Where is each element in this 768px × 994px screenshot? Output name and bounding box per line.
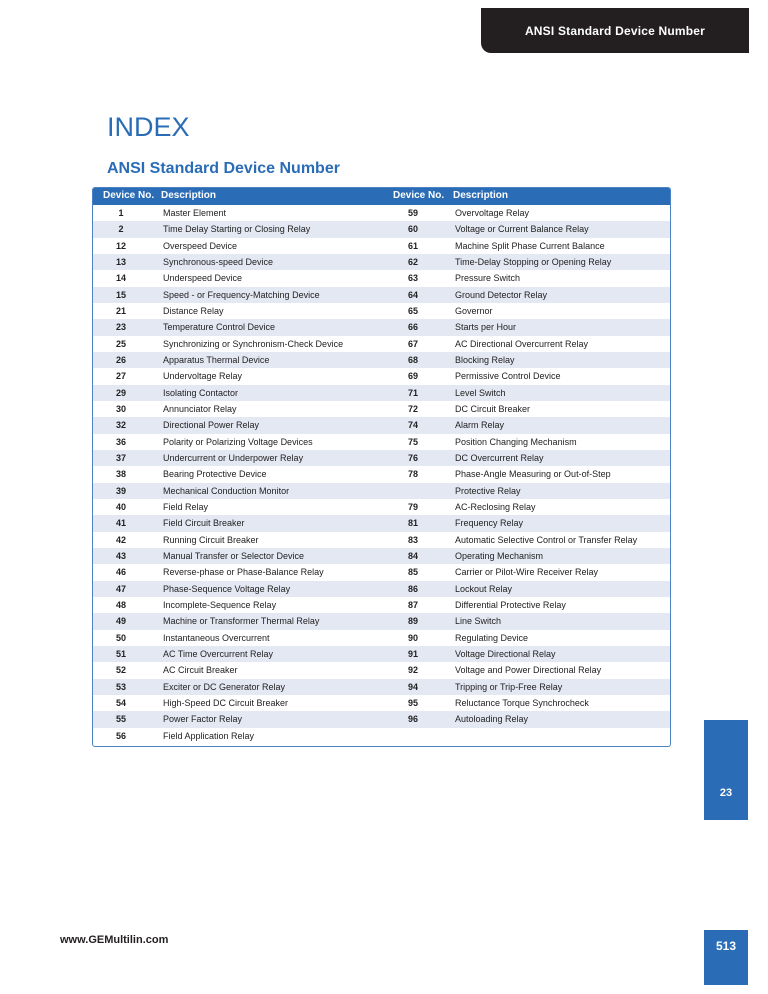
left-description: Synchronous-speed Device — [163, 256, 274, 267]
right-description: Frequency Relay — [455, 518, 524, 529]
left-device-number: 50 — [115, 632, 126, 643]
right-device-number: 95 — [407, 697, 418, 708]
page-title: INDEX — [107, 112, 190, 142]
table-row — [93, 679, 670, 695]
right-description: AC-Reclosing Relay — [455, 501, 536, 512]
table-row — [93, 581, 670, 597]
table-body — [93, 205, 670, 744]
left-description: Phase-Sequence Voltage Relay — [163, 583, 291, 594]
right-device-number: 60 — [407, 224, 418, 235]
right-description: Reluctance Torque Synchrocheck — [455, 697, 589, 708]
table-row — [93, 238, 670, 254]
left-device-number: 55 — [115, 714, 126, 725]
left-device-number: 13 — [115, 256, 126, 267]
right-description: Machine Split Phase Current Balance — [455, 240, 605, 251]
right-device-number: 91 — [407, 648, 418, 659]
left-device-number: 32 — [115, 420, 126, 431]
left-description: AC Time Overcurrent Relay — [163, 648, 274, 659]
right-device-number: 96 — [407, 714, 418, 725]
left-description: Reverse-phase or Phase-Balance Relay — [163, 567, 324, 578]
right-device-number: 92 — [407, 665, 418, 676]
table-row — [93, 254, 670, 270]
table-row — [93, 532, 670, 548]
left-description: Overspeed Device — [163, 240, 238, 251]
table-row — [93, 434, 670, 450]
right-description: Differential Protective Relay — [455, 599, 566, 610]
right-description: Voltage Directional Relay — [455, 648, 556, 659]
right-description: DC Circuit Breaker — [455, 403, 531, 414]
right-device-number: 94 — [407, 681, 418, 692]
right-device-number: 78 — [407, 469, 418, 480]
right-description: Lockout Relay — [455, 583, 513, 594]
section-side-tab — [704, 720, 748, 820]
table-row — [93, 287, 670, 303]
right-description: Tripping or Trip-Free Relay — [455, 681, 563, 692]
right-device-number: 87 — [407, 599, 418, 610]
right-device-number: 62 — [407, 256, 418, 267]
left-device-number: 29 — [115, 387, 126, 398]
table-row — [93, 613, 670, 629]
table-row — [93, 466, 670, 482]
right-description: Pressure Switch — [455, 273, 521, 284]
right-device-number: 74 — [407, 420, 418, 431]
left-device-number: 15 — [115, 289, 126, 300]
header-description-left: Description — [161, 190, 217, 201]
left-device-number: 53 — [115, 681, 126, 692]
left-device-number: 49 — [115, 616, 126, 627]
left-description: Distance Relay — [163, 305, 224, 316]
right-device-number: 64 — [407, 289, 418, 300]
right-device-number: 75 — [407, 436, 418, 447]
left-description: Underspeed Device — [163, 273, 243, 284]
table-row — [93, 662, 670, 678]
table-row — [93, 352, 670, 368]
left-device-number: 25 — [115, 338, 126, 349]
right-device-number: 66 — [407, 322, 418, 333]
left-device-number: 30 — [115, 403, 126, 414]
table-row — [93, 303, 670, 319]
right-device-number: 68 — [407, 354, 418, 365]
header-tab — [481, 8, 749, 53]
table-row — [93, 336, 670, 352]
right-description: Blocking Relay — [455, 354, 515, 365]
right-description: Line Switch — [455, 616, 502, 627]
right-description: Protective Relay — [455, 485, 521, 496]
right-description: Regulating Device — [455, 632, 529, 643]
right-description: AC Directional Overcurrent Relay — [455, 338, 589, 349]
left-device-number: 52 — [115, 665, 126, 676]
left-device-number: 56 — [115, 730, 126, 741]
left-description: Polarity or Polarizing Voltage Devices — [163, 436, 313, 447]
left-device-number: 41 — [115, 518, 126, 529]
left-device-number: 38 — [115, 469, 126, 480]
table-row — [93, 450, 670, 466]
table-row — [93, 646, 670, 662]
left-description: Master Element — [163, 208, 227, 218]
right-description: Voltage or Current Balance Relay — [455, 224, 589, 235]
table-row — [93, 711, 670, 727]
left-description: Undervoltage Relay — [163, 371, 243, 382]
left-device-number: 46 — [115, 567, 126, 578]
right-device-number: 90 — [407, 632, 418, 643]
left-device-number: 14 — [115, 273, 126, 284]
left-device-number: 48 — [115, 599, 126, 610]
table-row — [93, 483, 670, 499]
table-row — [93, 695, 670, 711]
left-description: Time Delay Starting or Closing Relay — [163, 224, 311, 235]
table-row — [93, 368, 670, 384]
right-description: Voltage and Power Directional Relay — [455, 665, 602, 676]
right-description: Automatic Selective Control or Transfer Relay — [455, 534, 638, 545]
left-device-number: 43 — [115, 550, 126, 561]
right-device-number: 69 — [407, 371, 418, 382]
table-row — [93, 205, 670, 221]
device-number-table — [92, 187, 671, 747]
right-device-number: 67 — [407, 338, 418, 349]
right-description: Phase-Angle Measuring or Out-of-Step — [455, 469, 611, 480]
left-device-number: 40 — [115, 501, 126, 512]
left-description: Directional Power Relay — [163, 420, 260, 431]
left-description: Field Application Relay — [163, 730, 255, 741]
table-row — [93, 270, 670, 286]
right-description: Permissive Control Device — [455, 371, 561, 382]
header-device-no-left: Device No. — [103, 190, 155, 201]
footer-url[interactable]: www.GEMultilin.com — [60, 934, 169, 946]
left-device-number: 39 — [115, 485, 126, 496]
left-device-number: 42 — [115, 534, 126, 545]
left-device-number: 2 — [118, 224, 124, 235]
left-description: Undercurrent or Underpower Relay — [163, 452, 304, 463]
table-row — [93, 417, 670, 433]
right-description: Overvoltage Relay — [455, 208, 530, 218]
left-description: Power Factor Relay — [163, 714, 243, 725]
left-description: Bearing Protective Device — [163, 469, 267, 480]
right-device-number: 84 — [407, 550, 418, 561]
left-device-number: 26 — [115, 354, 126, 365]
left-description: Annunciator Relay — [163, 403, 237, 414]
right-device-number: 81 — [407, 518, 418, 529]
left-device-number: 36 — [115, 436, 126, 447]
right-description: Operating Mechanism — [455, 550, 544, 561]
left-device-number: 21 — [115, 305, 126, 316]
left-device-number: 37 — [115, 452, 126, 463]
left-description: Field Relay — [163, 501, 209, 512]
left-description: Temperature Control Device — [163, 322, 276, 333]
right-device-number: 86 — [407, 583, 418, 594]
right-description: Ground Detector Relay — [455, 289, 548, 300]
right-description: Autoloading Relay — [455, 714, 529, 725]
section-number: 23 — [719, 787, 733, 799]
right-device-number: 83 — [407, 534, 418, 545]
table-row — [93, 401, 670, 417]
page-number: 513 — [704, 930, 748, 985]
right-device-number: 85 — [407, 567, 418, 578]
right-description: DC Overcurrent Relay — [455, 452, 544, 463]
table-row — [93, 548, 670, 564]
left-device-number: 27 — [115, 371, 126, 382]
table-row — [93, 630, 670, 646]
left-description: Isolating Contactor — [163, 387, 239, 398]
left-description: Mechanical Conduction Monitor — [163, 485, 290, 496]
right-device-number: 63 — [407, 273, 418, 284]
left-device-number: 51 — [115, 648, 126, 659]
right-description: Carrier or Pilot-Wire Receiver Relay — [455, 567, 599, 578]
left-description: AC Circuit Breaker — [163, 665, 238, 676]
left-description: Incomplete-Sequence Relay — [163, 599, 277, 610]
table-row — [93, 597, 670, 613]
header-description-right: Description — [453, 190, 509, 201]
left-description: Running Circuit Breaker — [163, 534, 259, 545]
right-device-number: 65 — [407, 305, 418, 316]
left-device-number: 12 — [115, 240, 126, 251]
table-row — [93, 515, 670, 531]
left-description: Instantaneous Overcurrent — [163, 632, 270, 643]
left-description: Manual Transfer or Selector Device — [163, 550, 305, 561]
header-tab-label: ANSI Standard Device Number — [524, 23, 706, 38]
table-row — [93, 319, 670, 335]
section-subtitle: ANSI Standard Device Number — [107, 160, 340, 177]
table-row — [93, 385, 670, 401]
right-device-number: 79 — [407, 501, 418, 512]
left-device-number: 23 — [115, 322, 126, 333]
table-row — [93, 728, 670, 744]
header-device-no-right: Device No. — [393, 190, 445, 201]
left-device-number: 47 — [115, 583, 126, 594]
left-description: Apparatus Thermal Device — [163, 354, 270, 365]
right-description: Time-Delay Stopping or Opening Relay — [455, 256, 612, 267]
right-device-number: 71 — [407, 387, 418, 398]
right-description: Alarm Relay — [455, 420, 505, 431]
left-description: Synchronizing or Synchronism-Check Device — [163, 338, 344, 349]
left-description: High-Speed DC Circuit Breaker — [163, 697, 289, 708]
left-description: Machine or Transformer Thermal Relay — [163, 616, 320, 627]
table-row — [93, 221, 670, 237]
right-description: Level Switch — [455, 387, 506, 398]
right-device-number: 59 — [407, 208, 418, 218]
table-row — [93, 499, 670, 515]
right-description: Position Changing Mechanism — [455, 436, 577, 447]
left-description: Field Circuit Breaker — [163, 518, 245, 529]
right-description: Governor — [455, 305, 493, 316]
left-description: Exciter or DC Generator Relay — [163, 681, 286, 692]
left-device-number: 1 — [118, 208, 124, 218]
left-description: Speed - or Frequency-Matching Device — [163, 289, 320, 300]
right-device-number: 61 — [407, 240, 418, 251]
right-device-number: 76 — [407, 452, 418, 463]
table-row — [93, 564, 670, 580]
right-device-number: 72 — [407, 403, 418, 414]
right-device-number: 89 — [407, 616, 418, 627]
left-device-number: 54 — [115, 697, 126, 708]
table-header — [93, 188, 670, 205]
right-description: Starts per Hour — [455, 322, 517, 333]
